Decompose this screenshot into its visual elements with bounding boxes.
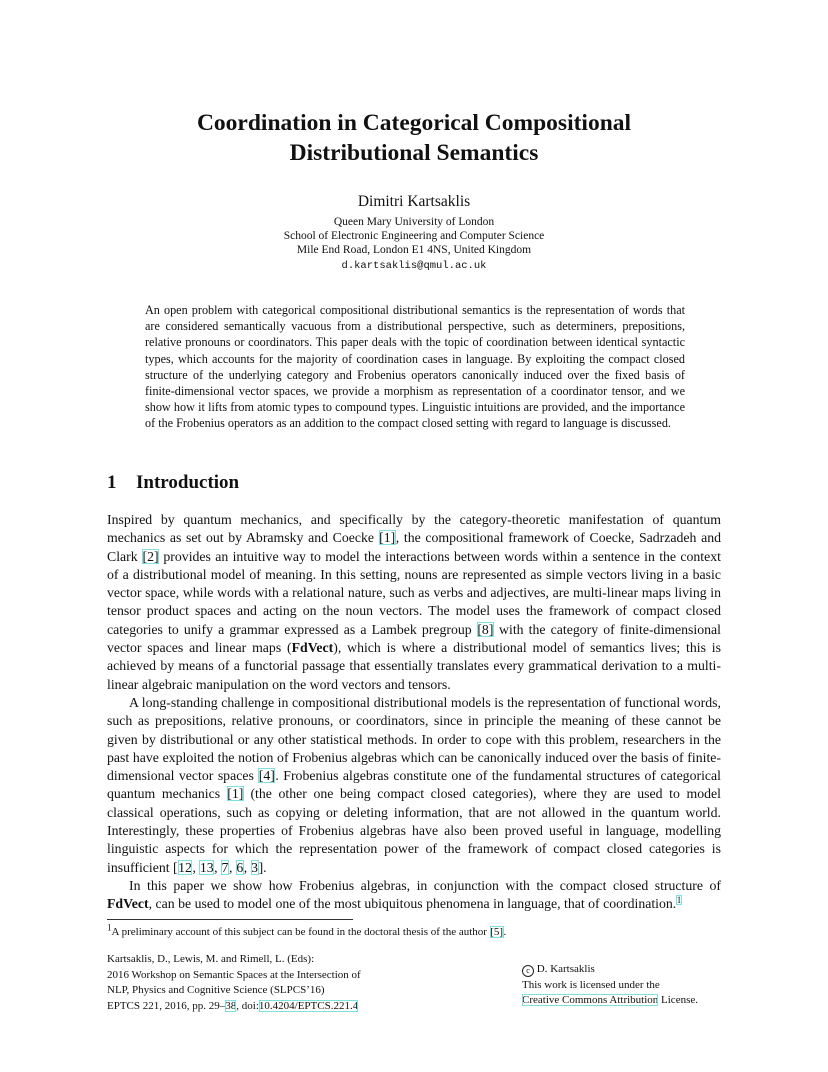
citation-link[interactable]: 3 <box>251 859 259 875</box>
affiliation-line: Queen Mary University of London <box>333 216 495 228</box>
fdvect-term: FdVect <box>107 896 149 912</box>
fdvect-term: FdVect <box>291 640 334 656</box>
copyright-icon: c <box>522 965 534 977</box>
citation-link[interactable]: [2] <box>142 548 159 564</box>
doi-link[interactable]: 10.4204/EPTCS.221.4 <box>258 1000 359 1013</box>
affiliation-line: School of Electronic Engineering and Computer Science <box>283 230 545 242</box>
citation-link[interactable]: [1] <box>227 786 244 802</box>
section-number: 1 <box>107 472 117 493</box>
footnote-marker[interactable]: 1 <box>676 894 682 905</box>
title-line-1: Coordination in Categorical Compositional <box>196 110 632 136</box>
affiliation <box>0 215 828 257</box>
footnote-number: 1 <box>107 922 112 933</box>
citation-link[interactable]: 7 <box>221 859 229 875</box>
citation-link[interactable]: [5] <box>490 926 504 938</box>
abstract: An open problem with categorical compositional distributional semantics is the representation of words that are considered semantically vacuous from a distributional perspective, such as determiners, prepositions, relative pronouns or coordinators. This paper deals with the topic of coordination between identical syntactic types, which accounts for the majority of coordination cases in language. By exploiting the compact closed structure of the underlying category and Frobenius operators canonically induced over the fixed basis of finite-dimensional vector spaces, we provide a morphism as representation of a coordinator tensor, and we show how it lifts from atomic types to compound types. Linguistic intuitions are provided, and the importance of the Frobenius operators as an addition to the compact closed setting with regard to language is discussed. <box>145 303 685 431</box>
footnote: $^1$A preliminary account of this subject can be found in the doctoral thesis of the author [5]. <box>107 922 507 938</box>
body-text <box>107 511 721 914</box>
publication-info: Kartsaklis, D., Lewis, M. and Rimell, L. (Eds): 2016 Workshop on Semantic Spaces at the Intersection of NLP, Physics and Cognitive Science (SLPCS’16) EPTCS 221, 2016, pp. 29–38, doi:10.4204/EPTCS.221.4 <box>107 953 361 1013</box>
citation-link[interactable]: 13 <box>199 859 214 875</box>
paper-title <box>0 108 828 168</box>
paragraph-2: A long-standing challenge in compositional distributional models is the representation of functional words, such as prepositions, relative pronouns, or coordinators, since in principle the meaning of these cannot be given by distributional or any other statistical methods. In order to cope with this problem, researchers in the past have exploited the notion of Frobenius algebras which can be canonically induced over the basis of finite-dimensional vector spaces [4]. Frobenius algebras constitute one of the fundamental structures of categorical quantum mechanics [1] (the other one being compact closed categories), where they are used to model classical operations, such as copying or deleting information, that are not allowed in the quantum world. Interestingly, these properties of Frobenius algebras have also been proved useful in language, modelling linguistic aspects for which the representation power of the framework of compact closed categories is insufficient [12, 13, 7, 6, 3]. <box>107 694 721 875</box>
paragraph-3: In this paper we show how Frobenius algebras, in conjunction with the compact closed structure of FdVect, can be used to model one of the most ubiquitous phenomena in language, that of coordination.$^1$ <box>107 877 721 912</box>
page-end-link[interactable]: 38 <box>225 1000 237 1013</box>
author-email: d.kartsaklis@qmul.ac.uk <box>341 260 487 272</box>
footnote-divider <box>107 919 353 920</box>
affiliation-line: Mile End Road, London E1 4NS, United Kingdom <box>296 244 532 256</box>
license-info: c D. Kartsaklis This work is licensed under the Creative Commons Attribution License. <box>522 963 698 1007</box>
citation-link[interactable]: 12 <box>178 859 192 875</box>
paragraph-1: Inspired by quantum mechanics, and specifically by the category-theoretic manifestation of quantum mechanics as set out by Abramsky and Coecke [1], the compositional framework of Coecke, Sadrzadeh and Clark [2] provides an intuitive way to model the interactions between words within a sentence in the context of a distributional model of meaning. In this setting, nouns are represented as simple vectors living in a basic vector space, while words with a relational nature, such as verbs and adjectives, are multi-linear maps living in tensor product spaces and acting on the noun vectors. The model uses the framework of compact closed categories to unify a grammar expressed as a Lambek pregroup [8] with the category of finite-dimensional vector spaces and linear maps (FdVect), which is where a distributional model of semantics lives; this is achieved by means of a functorial passage that essentially translates every grammatical derivation to a multi-linear algebraic manipulation on the word vectors and tensors. <box>107 512 721 692</box>
title-line-2: Distributional Semantics <box>289 140 539 166</box>
citation-link[interactable]: 6 <box>236 859 244 875</box>
section-title: Introduction <box>136 472 240 493</box>
author-name: Dimitri Kartsaklis <box>357 193 471 210</box>
copyright-holder: D. Kartsaklis <box>536 963 595 975</box>
license-link[interactable]: Creative Commons Attribution <box>522 994 659 1007</box>
citation-link[interactable]: [1] <box>379 530 396 546</box>
citation-link[interactable]: [8] <box>477 621 494 637</box>
citation-link[interactable]: [4] <box>258 768 275 784</box>
section-heading <box>107 472 239 494</box>
